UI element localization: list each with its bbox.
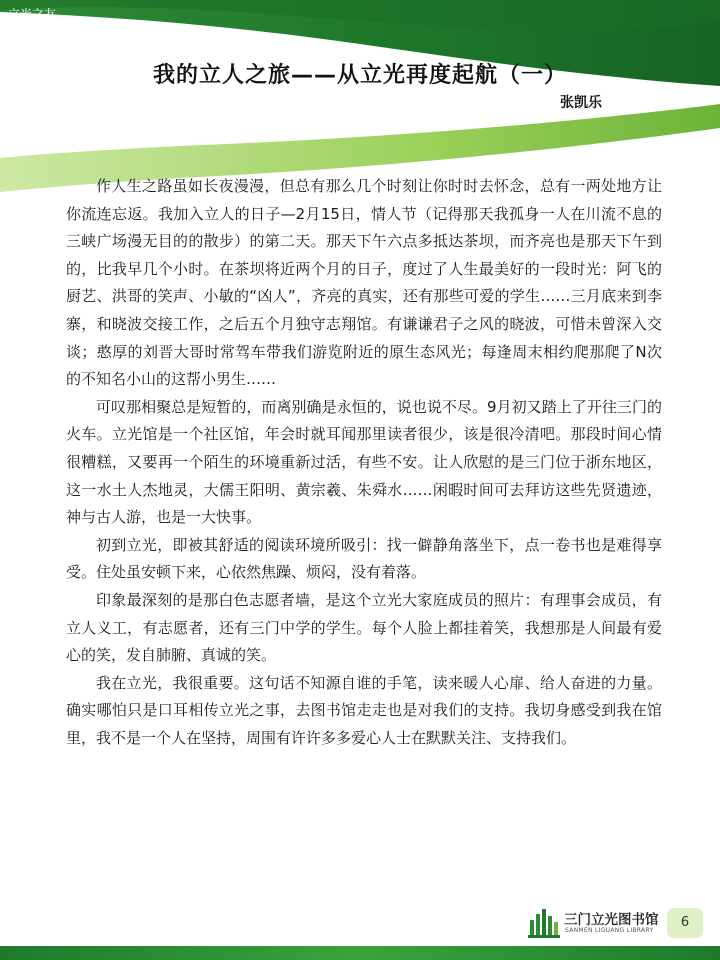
article-paragraph: 作人生之路虽如长夜漫漫，但总有那么几个时刻让你时时去怀念，总有一两处地方让你流连忘返。我加入立人的日子—2月15日，情人节（记得那天我孤身一人在川流不息的三峡广场漫无目的的散步）的第二天。那天下午六点多抵达茶坝，而齐亮也是那天下午到的，比我早几个小时。在茶坝将近两个月的日子，度过了人生最美好的一段时光：阿飞的厨艺、洪哥的笑声、小敏的“凶人”，齐亮的真实，还有那些可爱的学生……三月底来到李寨，和晓波交接工作，之后五个月独守志翔馆。有谦谦君子之风的晓波，可惜未曾深入交谈；憨厚的刘晋大哥时常驾车带我们游览附近的原生态风光；每逢周末相约爬那爬了N次的不知名小山的这帮小男生…… (66, 177, 662, 389)
page-number: 6 (667, 908, 703, 938)
article-paragraph: 我在立光，我很重要。这句话不知源自谁的手笔，读来暖人心扉、给人奋进的力量。确实哪怕只是口耳相传立光之事，去图书馆走走也是对我们的支持。我切身感受到我在馆里，我不是一个人在坚持，周围有许许多多爱心人士在默默关注、支持我们。 (66, 673, 662, 747)
logo-english-name: SANMEN LIGUANG LIBRARY (565, 927, 654, 934)
header-background (0, 0, 720, 200)
logo-chinese-name: 三门立光图书馆 (564, 912, 659, 928)
article-title: 我的立人之旅——从立光再度起航（一） (152, 63, 567, 88)
article-author: 张凯乐 (560, 95, 602, 111)
magazine-name: 立光之友 (8, 7, 57, 21)
footer-band (0, 946, 720, 960)
article-body (66, 173, 662, 752)
library-logo (528, 906, 664, 940)
library-building-icon (528, 908, 560, 938)
article-paragraph: 印象最深刻的是那白色志愿者墙，是这个立光大家庭成员的照片：有理事会成员，有立人义工，有志愿者，还有三门中学的学生。每个人脸上都挂着笑，我想那是人间最有爱心的笑，发自肺腑、真诚的笑。 (66, 590, 662, 665)
article-paragraph: 初到立光，即被其舒适的阅读环境所吸引：找一僻静角落坐下，点一卷书也是难得享受。住处虽安顿下来，心依然焦躁、烦闷，没有着落。 (66, 535, 662, 582)
article-paragraph: 可叹那相聚总是短暂的，而离别确是永恒的，说也说不尽。9月初又踏上了开往三门的火车。立光馆是一个社区馆，年会时就耳闻那里读者很少，该是很冷清吧。那段时间心情很糟糕，又要再一个陌生的环境重新过活，有些不安。让人欣慰的是三门位于浙东地区，这一水土人杰地灵，大儒王阳明、黄宗羲、朱舜水……闲暇时间可去拜访这些先贤遗迹，神与古人游，也是一大快事。 (66, 397, 662, 527)
